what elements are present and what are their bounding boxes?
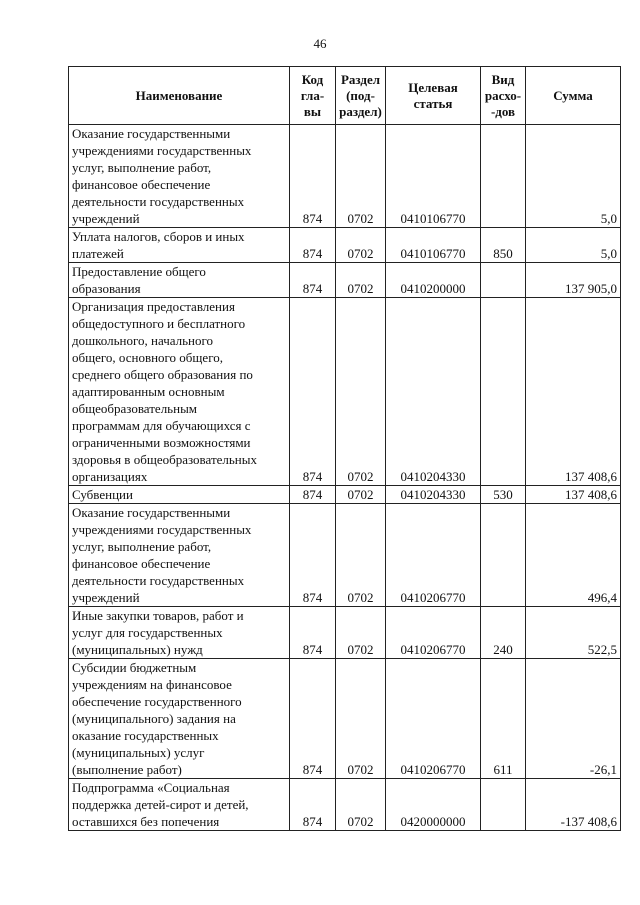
- row-name: [69, 228, 290, 263]
- row-target: 0410200000: [386, 263, 481, 298]
- row-name-line: общего, основного общего,: [72, 350, 223, 365]
- row-target: 0410206770: [386, 607, 481, 659]
- row-amount: -137 408,6: [526, 779, 621, 831]
- row-section: 0702: [336, 659, 386, 779]
- row-amount: 137 408,6: [526, 298, 621, 486]
- row-amount: 137 905,0: [526, 263, 621, 298]
- row-name: [69, 263, 290, 298]
- row-name-line: услуг, выполнение работ,: [72, 539, 212, 554]
- row-name-line: поддержка детей-сирот и детей,: [72, 797, 249, 812]
- row-expense-type: [481, 779, 526, 831]
- row-name-line: Организация предоставления: [72, 299, 235, 314]
- row-name: [69, 125, 290, 228]
- table-row: [69, 504, 621, 607]
- row-name-line: Подпрограмма «Социальная: [72, 780, 230, 795]
- row-name-line: среднего общего образования по: [72, 367, 253, 382]
- header-amount: Сумма: [526, 67, 621, 125]
- row-target: 0420000000: [386, 779, 481, 831]
- row-code: 874: [290, 779, 336, 831]
- row-name-line: (выполнение работ): [72, 762, 182, 777]
- row-name-line: деятельности государственных: [72, 573, 245, 588]
- row-section: 0702: [336, 486, 386, 504]
- row-code: 874: [290, 298, 336, 486]
- table-body: [69, 125, 621, 831]
- budget-table: [68, 66, 621, 831]
- header-expense-type: Вид расхо- -дов: [481, 67, 526, 125]
- header-name: Наименование: [69, 67, 290, 125]
- table-row: [69, 125, 621, 228]
- row-name: [69, 659, 290, 779]
- table-header-row: [69, 67, 621, 125]
- row-name-line: Субвенции: [72, 487, 133, 502]
- row-name-line: учреждений: [72, 590, 140, 605]
- table-row: [69, 486, 621, 504]
- row-name-line: (муниципальных) нужд: [72, 642, 203, 657]
- row-name-line: учреждениями государственных: [72, 143, 252, 158]
- row-target: 0410206770: [386, 659, 481, 779]
- row-name-line: адаптированным основным: [72, 384, 225, 399]
- row-code: 874: [290, 125, 336, 228]
- row-name-line: (муниципального) задания на: [72, 711, 236, 726]
- row-amount: 5,0: [526, 228, 621, 263]
- row-name-line: (муниципальных) услуг: [72, 745, 205, 760]
- row-target: 0410106770: [386, 125, 481, 228]
- row-name-line: услуг, выполнение работ,: [72, 160, 212, 175]
- row-expense-type: [481, 125, 526, 228]
- table-row: [69, 298, 621, 486]
- row-expense-type: [481, 263, 526, 298]
- table-row: [69, 607, 621, 659]
- row-name-line: учреждений: [72, 211, 140, 226]
- row-name-line: Субсидии бюджетным: [72, 660, 197, 675]
- row-code: 874: [290, 263, 336, 298]
- table-row: [69, 779, 621, 831]
- row-amount: 137 408,6: [526, 486, 621, 504]
- row-name-line: общедоступного и бесплатного: [72, 316, 246, 331]
- row-expense-type: 850: [481, 228, 526, 263]
- page-number: 46: [313, 36, 327, 51]
- row-amount: 522,5: [526, 607, 621, 659]
- row-code: 874: [290, 486, 336, 504]
- row-name-line: Уплата налогов, сборов и иных: [72, 229, 245, 244]
- row-target: 0410204330: [386, 486, 481, 504]
- row-name-line: организациях: [72, 469, 148, 484]
- row-expense-type: [481, 298, 526, 486]
- row-expense-type: 611: [481, 659, 526, 779]
- row-expense-type: 240: [481, 607, 526, 659]
- row-name-line: учреждениями государственных: [72, 522, 252, 537]
- row-amount: -26,1: [526, 659, 621, 779]
- row-code: 874: [290, 228, 336, 263]
- header-section: Раздел (под- раздел): [336, 67, 386, 125]
- row-target: 0410204330: [386, 298, 481, 486]
- row-target: 0410106770: [386, 228, 481, 263]
- row-name-line: финансовое обеспечение: [72, 556, 211, 571]
- row-name: [69, 504, 290, 607]
- row-section: 0702: [336, 263, 386, 298]
- row-amount: 5,0: [526, 125, 621, 228]
- row-section: 0702: [336, 607, 386, 659]
- row-name-line: Оказание государственными: [72, 126, 231, 141]
- row-section: 0702: [336, 298, 386, 486]
- row-section: 0702: [336, 228, 386, 263]
- row-name-line: учреждениям на финансовое: [72, 677, 232, 692]
- row-name: [69, 298, 290, 486]
- row-name-line: платежей: [72, 246, 124, 261]
- row-name-line: Предоставление общего: [72, 264, 206, 279]
- row-name-line: общеобразовательным: [72, 401, 198, 416]
- row-name: [69, 486, 290, 504]
- row-name-line: финансовое обеспечение: [72, 177, 211, 192]
- row-section: 0702: [336, 504, 386, 607]
- row-code: 874: [290, 659, 336, 779]
- row-expense-type: [481, 504, 526, 607]
- row-name-line: здоровья в общеобразовательных: [72, 452, 257, 467]
- row-name-line: оказание государственных: [72, 728, 219, 743]
- row-name-line: образования: [72, 281, 141, 296]
- row-name-line: Иные закупки товаров, работ и: [72, 608, 244, 623]
- row-name-line: обеспечение государственного: [72, 694, 242, 709]
- header-target: Целевая статья: [386, 67, 481, 125]
- row-section: 0702: [336, 779, 386, 831]
- table-row: [69, 263, 621, 298]
- row-name-line: услуг для государственных: [72, 625, 223, 640]
- row-section: 0702: [336, 125, 386, 228]
- row-code: 874: [290, 504, 336, 607]
- row-name-line: Оказание государственными: [72, 505, 231, 520]
- row-target: 0410206770: [386, 504, 481, 607]
- table-row: [69, 228, 621, 263]
- row-name-line: программам для обучающихся с: [72, 418, 251, 433]
- row-name-line: ограниченными возможностями: [72, 435, 251, 450]
- row-name: [69, 607, 290, 659]
- row-name-line: оставшихся без попечения: [72, 814, 220, 829]
- row-name: [69, 779, 290, 831]
- row-expense-type: 530: [481, 486, 526, 504]
- header-code: Код гла- вы: [290, 67, 336, 125]
- row-name-line: деятельности государственных: [72, 194, 245, 209]
- row-name-line: дошкольного, начального: [72, 333, 214, 348]
- table-row: [69, 659, 621, 779]
- row-code: 874: [290, 607, 336, 659]
- row-amount: 496,4: [526, 504, 621, 607]
